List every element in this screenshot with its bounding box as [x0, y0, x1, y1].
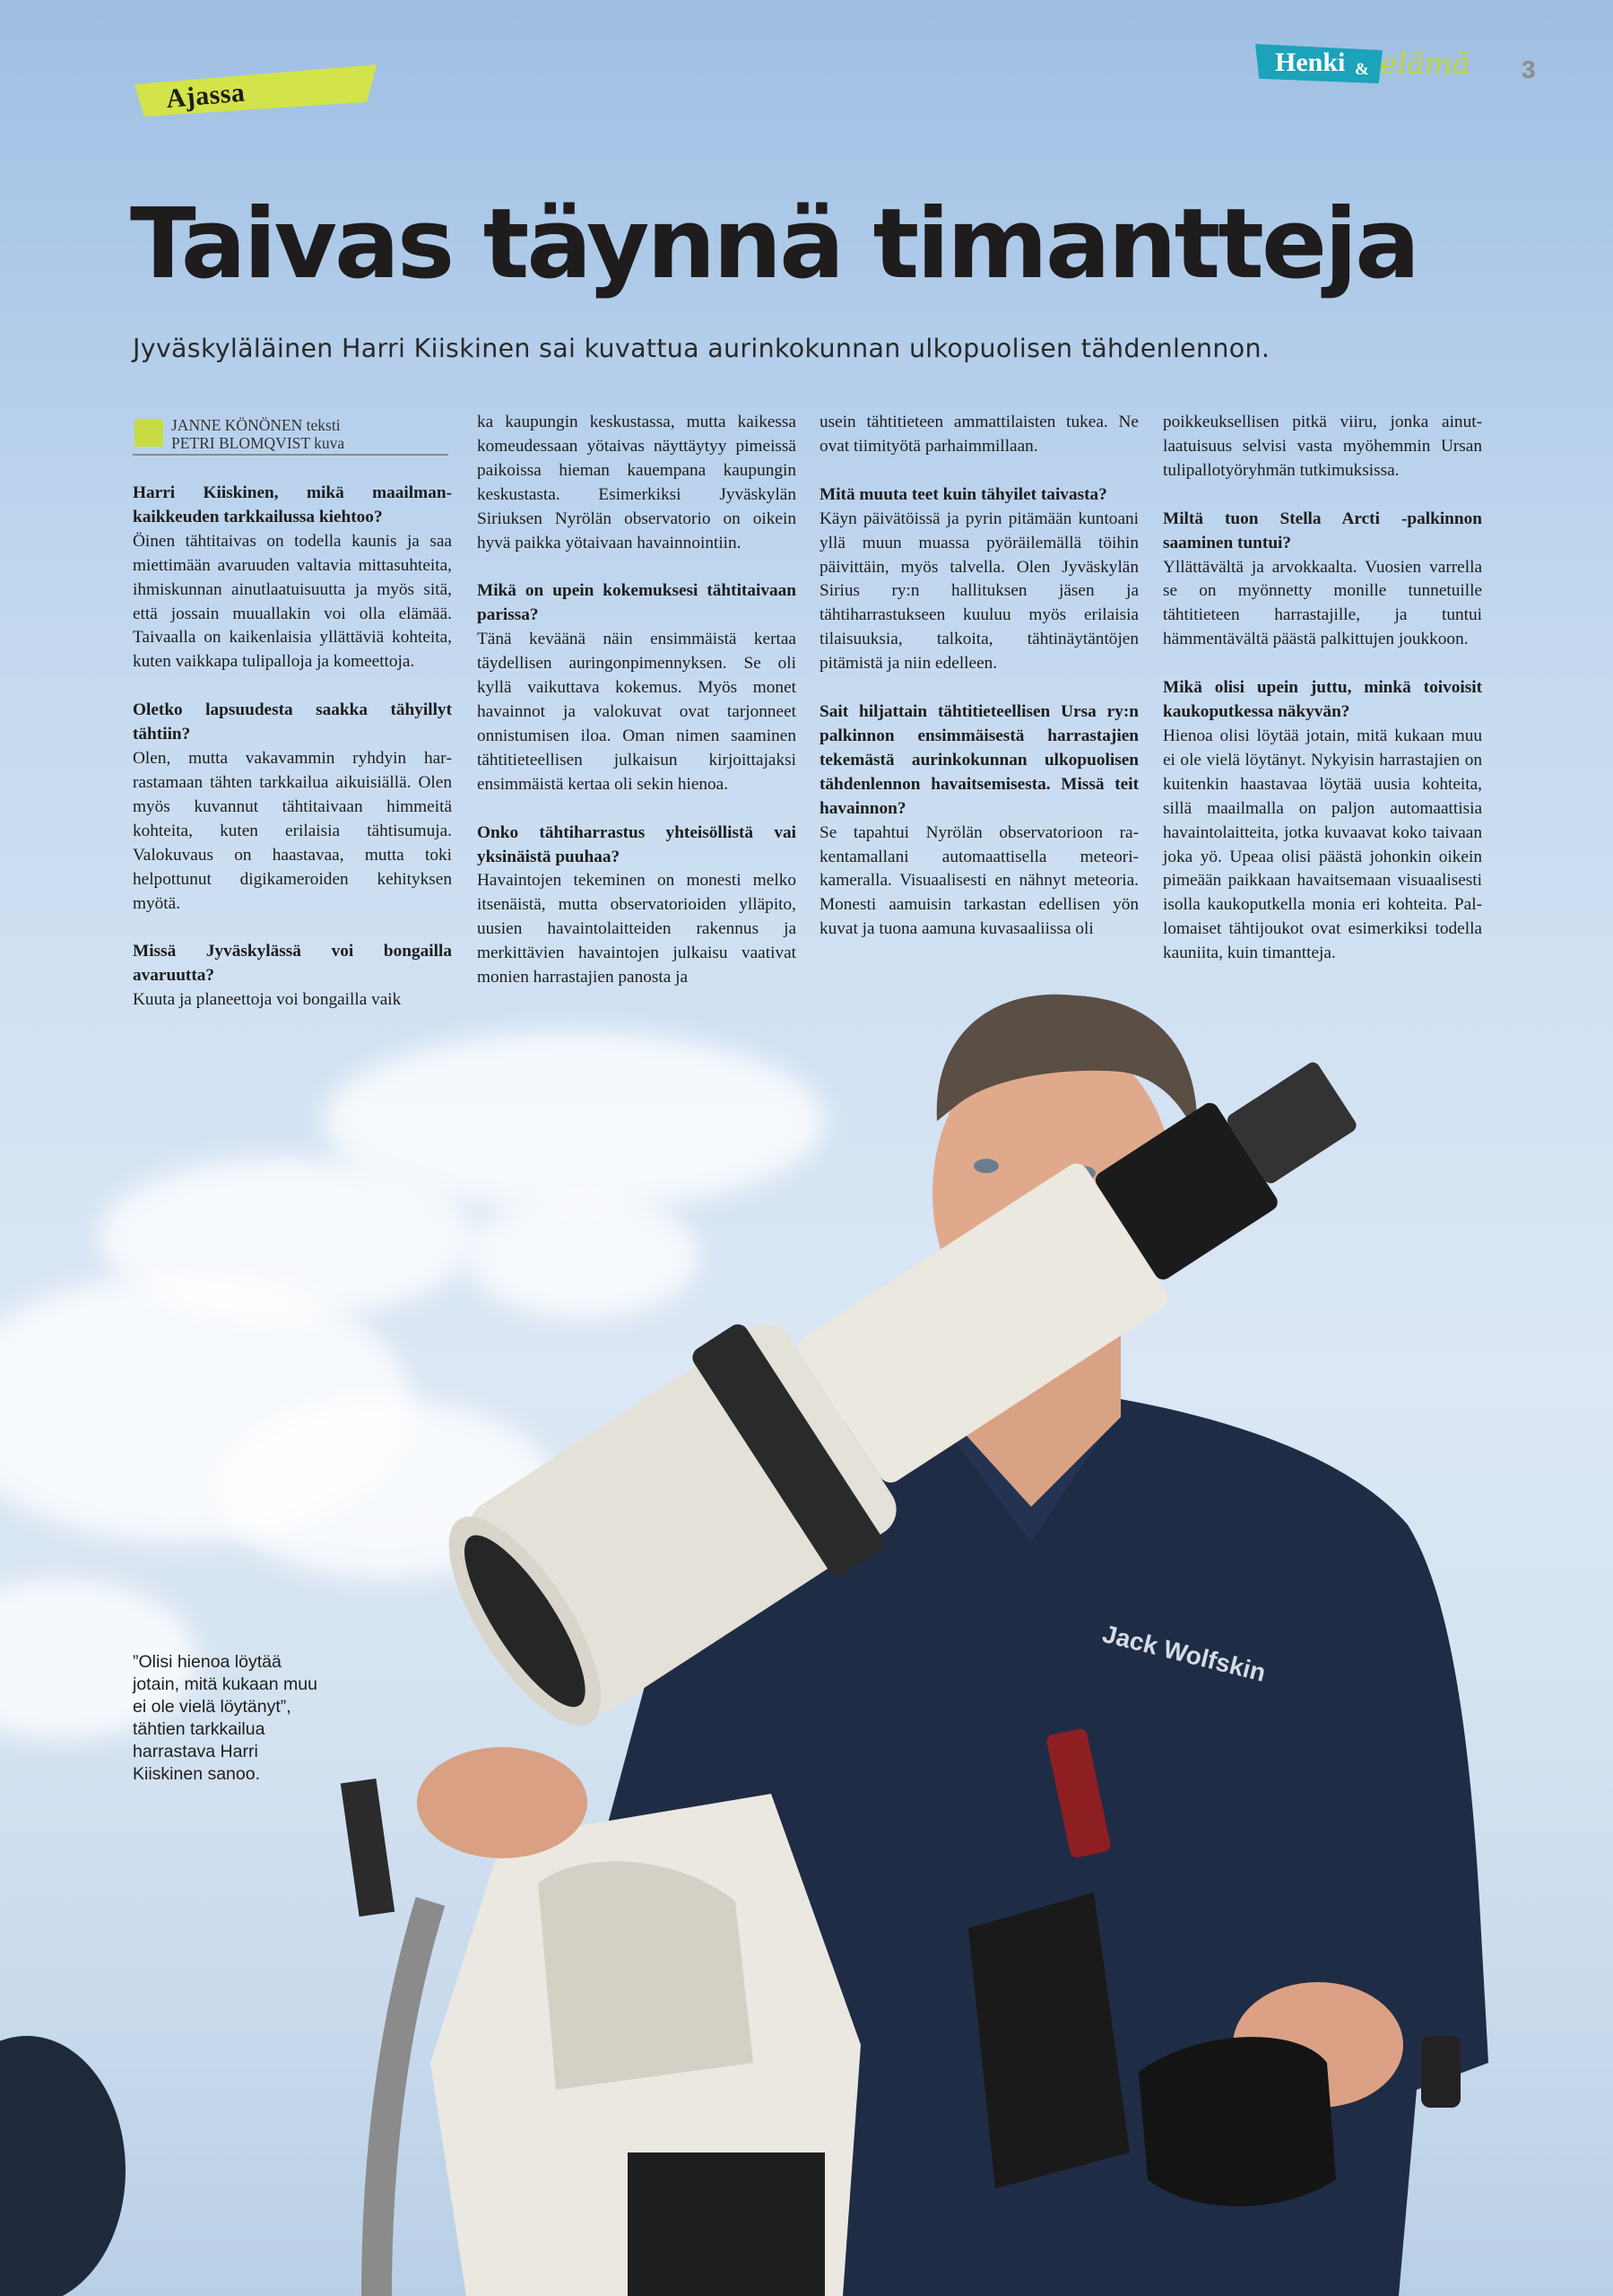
interview-answer: Öinen tähtitaivas on todella kaunis ja saa miettimään avaruuden valtavia mittasuhteita, ihmiskunnan ainutlaatuisuutta ja myös sitä, että jossain muuallakin voi olla elämää. Taivaalla on kaikenlaisia yllättäviä kohteita, kuten vaikkapa tulipalloja ja komeettoja.: [133, 531, 452, 672]
interview-answer: Olen, mutta vakavammin ryhdyin harrastamaan tähten tarkkailua aikuisiällä. Olen myös kuvannut tähtitaivaan himmeitä kohteita, kuten erilaisia tähtisumuja. Valokuvaus on haastavaa, mutta toki helpottunut digikameroiden kehityksen myötä.: [133, 749, 452, 913]
section-tag: [134, 65, 377, 117]
interview-question: Mikä olisi upein juttu, minkä toivoisit kaukoputkessa näkyvän?: [1163, 678, 1482, 722]
counterweight: [0, 2036, 126, 2296]
mount-shading: [538, 1861, 753, 2090]
article-column-2: [477, 411, 796, 990]
interview-answer: Käyn päivätöissä ja pyrin pitämään kuntoani yllä muun muassa pyöräilemällä töihin päivittäin, myös talvella. Olen Jyväskylän Sirius ry:n hallituksen jäsen ja tähtiharrastukseen kuuluu myös erilaisia tilaisuuksia, talkoita, tähtinäytäntöjen pitämistä ja niin edelleen.: [820, 509, 1139, 674]
interview-answer: Havaintojen tekeminen on monesti melko itsenäistä, mutta observatorioiden ylläpito, uusien havaintolaitteiden rakennus ja merkittävien havaintojen julkaisu vaativat monien harrastajien panosta ja: [477, 871, 796, 987]
interview-question: Onko tähtiharrastus yhteisöllistä vai yksinäistä puuhaa?: [477, 822, 796, 866]
masthead-amp: &: [1355, 60, 1369, 79]
lede: Jyväskyläläinen Harri Kiiskinen sai kuvattua aurinkokunnan ulkopuolisen tähdenlennon.: [133, 334, 1270, 363]
interview-question: Missä Jyväskylässä voi bongailla avaruutta?: [133, 942, 452, 986]
interview-question: Mikä on upein kokemuksesi tähtitaivaan parissa?: [477, 581, 796, 625]
cable-hose: [377, 1901, 430, 2296]
interview-answer: poikkeuksellisen pitkä viiru, jonka ainutlaatuisuus selvisi vasta myöhemmin Ursan tulipallotyöryhmän tutkimuksissa.: [1163, 413, 1482, 480]
controller: [1139, 2037, 1336, 2206]
interview-answer: Hienoa olisi löytää jotain, mitä kukaan muu ei ole vielä löytänyt. Nykyisin harrastajien on kuitenkin haastavaa löytää uusia kohteita, sillä maailmalla on paljon automaattisia havaintolaitteita, jotka kuvaavat koko taivaan joka yö. Upeaa olisi päästä johonkin oikein pimeään paikkaan havaitsemaan visuaalisesti isolla kaukoputkella monia eri kohteita. Pallomaiset tähtijoukot ovat esimerkiksi todella kauniita, kuin timantteja.: [1163, 726, 1482, 963]
byline-marker: [134, 419, 163, 447]
interview-answer: Tänä keväänä näin ensimmäistä kertaa täydellisen auringonpimennyksen. Se oli kyllä vaikuttava kokemus. Myös monet havainnot ja valokuvat ovat tarjonneet onnistumisen iloa. Oman nimen saaminen tähtitieteellisen julkaisun kirjoittajaksi ensimmäistä kertaa oli sekin hienoa.: [477, 630, 796, 794]
watch: [1421, 2036, 1461, 2108]
section-tag-label: Ajassa: [165, 77, 247, 115]
interview-question: Oletko lapsuudesta saakka tähyillyt tähtiin?: [133, 700, 452, 744]
eye: [974, 1159, 999, 1173]
interview-answer: Kuuta ja planeettoja voi bongailla vaik: [133, 990, 402, 1010]
interview-answer: Se tapahtui Nyrölän observatorioon rakentamallani automaattisella meteorikameralla. Visuaalisesti en nähnyt meteoria. Monesti aamuisin tarkastan edellisen yön kuvat ja tuona aamuna kuvasaaliissa oli: [820, 822, 1139, 939]
interview-question: Harri Kiiskinen, mikä maailmankaikkeuden tarkkailussa kiehtoo?: [133, 483, 452, 526]
shirt-logo: Jack Wolfskin: [1099, 1619, 1269, 1687]
byline: [133, 414, 448, 456]
masthead-elama: elämä: [1380, 46, 1470, 81]
masthead-henki: Henki: [1275, 48, 1346, 77]
interview-question: Miltä tuon Stella Arcti -palkinnon saaminen tuntui?: [1163, 509, 1482, 552]
hand: [417, 1747, 587, 1858]
article-column-4: [1163, 411, 1482, 966]
page-number: 3: [1522, 56, 1536, 83]
interview-question: Sait hiljattain tähtitieteellisen Ursa ry:n palkinnon ensimmäisestä harrastajien tekemästä aurinkokunnan ulkopuolisen tähdenlennon havaitsemisesta. Missä teit havainnon?: [820, 702, 1139, 818]
article-column-1: [133, 482, 452, 1013]
interview-answer: Yllättävältä ja arvokkaalta. Vuosien varrella se on myönnetty monille tunnetuille tähtitieteen harrastajille, ja tuntui hämmentävältä päästä palkittujen joukkoon.: [1163, 557, 1482, 649]
masthead-logo: [1255, 42, 1479, 87]
interview-answer: usein tähtitieteen ammattilaisten tukea. Ne ovat tiimityötä parhaimmillaan.: [820, 413, 1139, 456]
byline-writer: JANNE KÖNÖNEN teksti: [171, 416, 341, 434]
interview-question: Mitä muuta teet kuin tähyilet taivasta?: [820, 484, 1107, 504]
article-column-3: [820, 411, 1139, 942]
interview-answer: ka kaupungin keskustassa, mutta kaikessa komeudessaan yötaivas näyttäytyy pimeissä paikoissa hieman kauempana kaupungin keskustasta. Esimerkiksi Jyväskylän Siriuksen Nyrölän observatorio on oikein hyvä paikka yötaivaan havainnointiin.: [477, 413, 796, 552]
photo-caption: ”Olisi hienoa löytää jotain, mitä kukaan muu ei ole vielä löytänyt”, tähtien tarkkailua harrastava Harri Kiiskinen sanoo.: [133, 1652, 317, 1784]
byline-photographer: PETRI BLOMQVIST kuva: [171, 434, 345, 452]
headline: Taivas täynnä timantteja: [130, 188, 1418, 300]
mount-base: [628, 2152, 825, 2296]
eyepiece: [341, 1779, 395, 1917]
